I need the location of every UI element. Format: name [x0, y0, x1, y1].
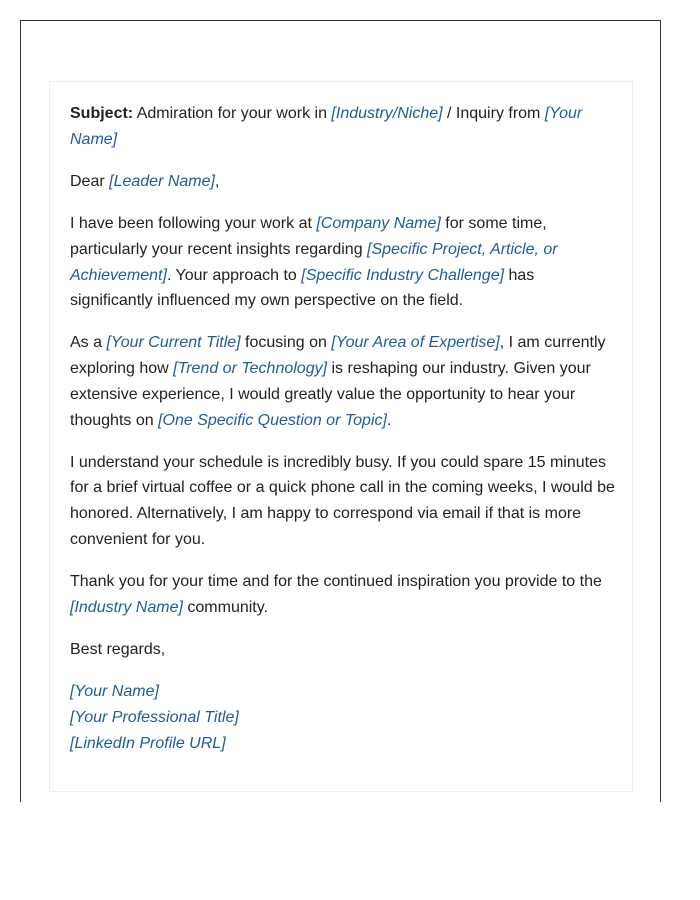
paragraph-text: .: [386, 411, 392, 429]
greeting-text: ,: [214, 172, 220, 190]
placeholder-industry-challenge: [Specific Industry Challenge]: [301, 266, 505, 284]
paragraph-text: has significantly influenced my own perspective on the field.: [70, 266, 535, 310]
subject-label: Subject:: [70, 105, 134, 122]
greeting-text: Dear: [70, 172, 110, 190]
email-signature: [70, 679, 615, 756]
placeholder-area-of-expertise: [Your Area of Expertise]: [331, 334, 500, 352]
signature-linkedin: [LinkedIn Profile URL]: [70, 734, 226, 752]
paragraph-text: is reshaping our industry. Given your extensive experience, I would greatly value the opportunity to hear your thoughts on: [70, 360, 591, 429]
placeholder-specific-project: [Specific Project, Article, or Achievement]: [70, 240, 558, 284]
paragraph-text: for some time, particularly your recent insights regarding: [70, 215, 547, 258]
paragraph-text: Thank you for your time and for the continued inspiration you provide to the: [70, 573, 602, 591]
placeholder-trend-technology: [Trend or Technology]: [173, 360, 328, 378]
email-greeting: [70, 169, 615, 195]
email-paragraph-4: [70, 569, 615, 620]
signature-title: [Your Professional Title]: [70, 708, 239, 726]
email-closing: Best regards,: [70, 640, 166, 658]
email-subject: [70, 101, 615, 152]
paragraph-text: . Your approach to: [166, 266, 302, 284]
email-paragraph-1: [70, 211, 615, 314]
paragraph-text: focusing on: [240, 334, 332, 352]
placeholder-industry-name: [Industry Name]: [70, 598, 183, 616]
placeholder-industry-niche: [Industry/Niche]: [331, 105, 443, 122]
placeholder-company-name: [Company Name]: [316, 215, 441, 233]
subject-text: Admiration for your work in: [133, 105, 332, 122]
placeholder-your-name: [Your Name]: [70, 105, 583, 148]
placeholder-leader-name: [Leader Name]: [109, 172, 215, 190]
paragraph-text: community.: [182, 598, 268, 616]
email-paragraph-2: [70, 330, 615, 433]
paragraph-text: I have been following your work at: [70, 215, 317, 233]
paragraph-text: As a: [70, 334, 107, 352]
placeholder-specific-question: [One Specific Question or Topic]: [158, 411, 387, 429]
email-paragraph-3: [70, 450, 615, 553]
placeholder-current-title: [Your Current Title]: [106, 334, 241, 352]
email-body: [70, 101, 615, 773]
signature-name: [Your Name]: [70, 683, 159, 701]
subject-text: / Inquiry from: [442, 105, 545, 122]
paragraph-text: , I am currently exploring how: [70, 334, 606, 378]
paragraph-text: I understand your schedule is incredibly busy. If you could spare 15 minutes for a brief virtual coffee or a quick phone call in the coming weeks, I would be honored. Alternatively, I am happy to correspond via email if that is more convenient for you.: [70, 453, 615, 548]
